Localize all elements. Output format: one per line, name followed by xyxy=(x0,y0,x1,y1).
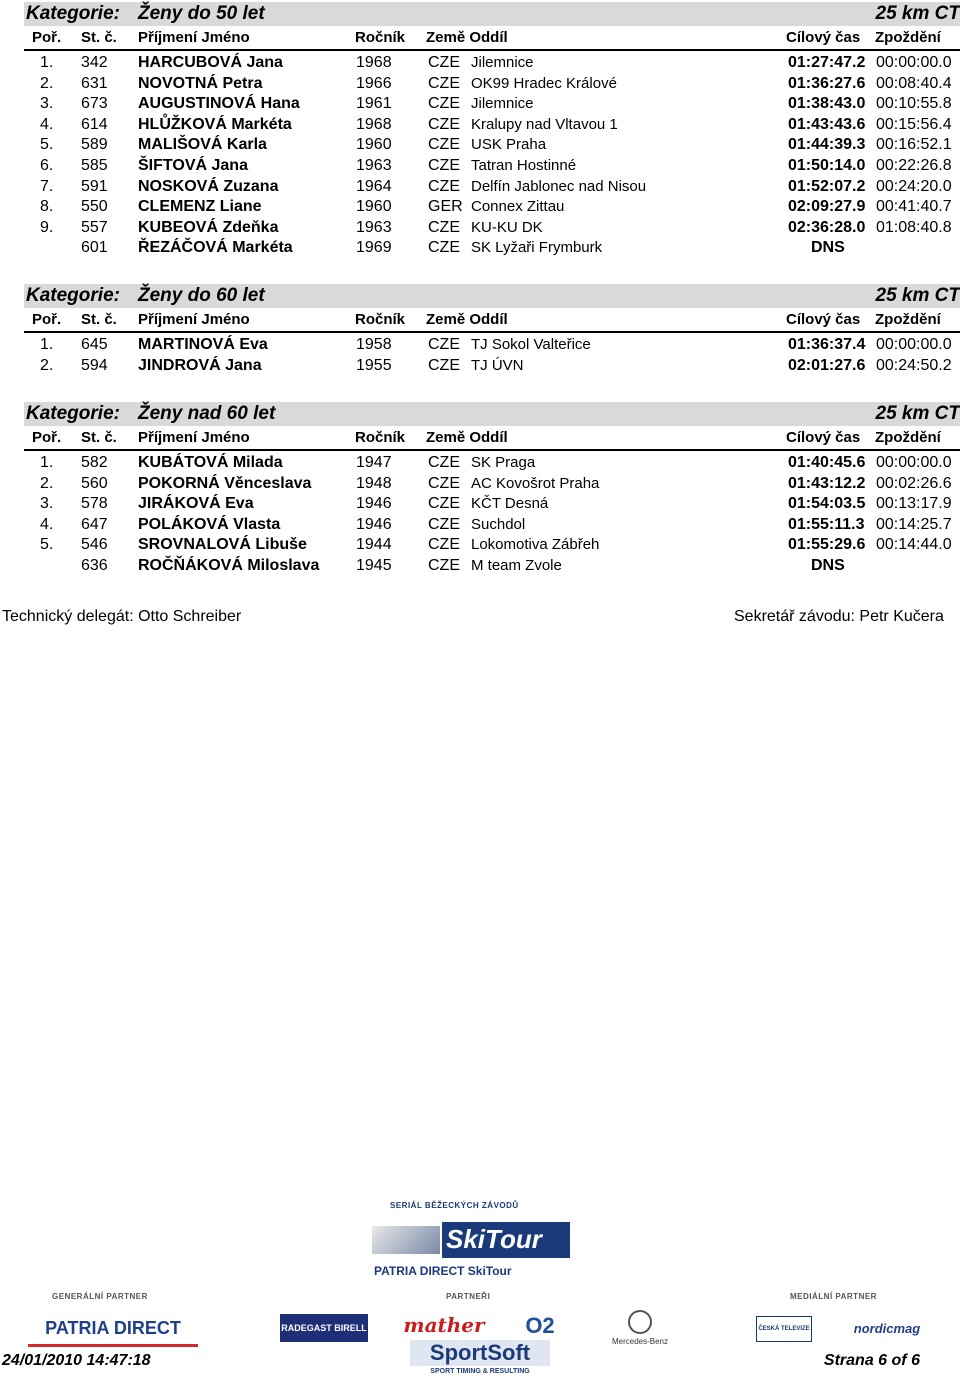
club-name: TJ Sokol Valteřice xyxy=(471,336,591,353)
birth-year: 1948 xyxy=(356,474,392,492)
country-code: CZE xyxy=(428,54,460,71)
table-row xyxy=(0,178,960,198)
skitour-sub-text: PATRIA DIRECT SkiTour xyxy=(374,1264,512,1278)
table-row xyxy=(0,75,960,95)
category-label: Kategorie: xyxy=(26,3,120,24)
country-code: CZE xyxy=(428,157,460,174)
table-row xyxy=(0,557,960,577)
athlete-name: ROČŇÁKOVÁ Miloslava xyxy=(138,557,320,574)
country-code: CZE xyxy=(428,495,460,513)
country-code: CZE xyxy=(428,74,460,92)
table-row xyxy=(0,116,960,136)
athlete-name: MALIŠOVÁ Karla xyxy=(138,136,267,154)
time-delay: 00:14:25.7 xyxy=(876,515,952,533)
start-number: 614 xyxy=(81,115,108,133)
athlete-name: JIRÁKOVÁ Eva xyxy=(138,495,254,513)
time-delay: 01:08:40.8 xyxy=(876,218,952,236)
patria-direct-logo: PATRIA DIRECT xyxy=(28,1312,198,1347)
start-number: 589 xyxy=(81,136,108,154)
club-name: Suchdol xyxy=(471,515,526,533)
rank: 1. xyxy=(40,454,54,471)
start-number: 673 xyxy=(81,95,108,113)
table-row xyxy=(0,475,960,495)
club-name: Tatran Hostinné xyxy=(471,157,577,174)
category-distance: 25 km CT xyxy=(875,403,960,424)
club-name: Delfín Jablonec nad Nisou xyxy=(471,177,647,195)
sportsoft-logo: SportSoft xyxy=(410,1340,550,1366)
start-number: 560 xyxy=(81,474,108,492)
birth-year: 1945 xyxy=(356,557,392,574)
column-header-country-club: Země Oddíl xyxy=(426,311,508,328)
time-delay: 00:22:26.8 xyxy=(876,157,952,174)
country-code: CZE xyxy=(428,177,460,195)
skitour-main-text: SkiTour xyxy=(446,1224,542,1254)
column-header-row xyxy=(0,427,960,449)
nordicmag-logo: nordicmag xyxy=(853,1320,921,1336)
start-number: 591 xyxy=(81,177,108,195)
column-header-time: Cílový čas xyxy=(786,311,861,328)
time-delay: 00:13:17.9 xyxy=(876,495,952,513)
finish-time: 01:43:43.6 xyxy=(788,115,866,133)
club-name: SK Lyžaři Frymburk xyxy=(471,239,603,257)
finish-time: 01:44:39.3 xyxy=(788,136,866,154)
start-number: 647 xyxy=(81,515,108,533)
country-code: CZE xyxy=(428,136,460,154)
column-header-name: Příjmení Jméno xyxy=(138,29,250,46)
club-name: M team Zvole xyxy=(471,557,562,574)
country-code: CZE xyxy=(428,474,460,492)
club-name: KU-KU DK xyxy=(471,218,543,236)
table-row xyxy=(0,336,960,356)
rank: 1. xyxy=(40,54,54,71)
country-code: CZE xyxy=(428,239,460,257)
start-number: 578 xyxy=(81,495,108,513)
column-header-name: Příjmení Jméno xyxy=(138,311,250,328)
page-current: 6 xyxy=(878,1352,888,1369)
column-header-name: Příjmení Jméno xyxy=(138,429,250,446)
rank: 3. xyxy=(40,495,54,513)
media-partner-label: MEDIÁLNÍ PARTNER xyxy=(790,1292,877,1301)
column-header-st: St. č. xyxy=(81,429,117,446)
category-name: Ženy do 50 let xyxy=(138,3,265,24)
column-header-country-club: Země Oddíl xyxy=(426,29,508,46)
birth-year: 1944 xyxy=(356,536,392,554)
rank: 3. xyxy=(40,95,54,113)
column-header-st: St. č. xyxy=(81,29,117,46)
finish-time: 01:55:11.3 xyxy=(788,515,865,533)
athlete-name: NOSKOVÁ Zuzana xyxy=(138,177,279,195)
time-delay: 00:00:00.0 xyxy=(876,336,952,353)
column-header-country-club: Země Oddíl xyxy=(426,429,508,446)
athlete-name: ŘEZÁČOVÁ Markéta xyxy=(138,239,293,257)
rank: 6. xyxy=(40,157,54,174)
birth-year: 1946 xyxy=(356,515,392,533)
birth-year: 1958 xyxy=(356,336,392,353)
dns-status: DNS xyxy=(811,557,845,574)
birth-year: 1960 xyxy=(356,198,392,216)
rank: 4. xyxy=(40,515,54,533)
club-name: Jilemnice xyxy=(471,95,534,113)
page-prefix: Strana xyxy=(823,1352,874,1369)
mather-logo: mather xyxy=(403,1313,485,1337)
club-name: SK Praga xyxy=(471,454,536,471)
time-delay: 00:41:40.7 xyxy=(876,198,952,216)
finish-time: 01:36:27.6 xyxy=(788,74,866,92)
athlete-name: KUBÁTOVÁ Milada xyxy=(138,454,283,471)
club-name: AC Kovošrot Praha xyxy=(471,474,600,492)
finish-time: 01:40:45.6 xyxy=(788,454,866,471)
start-number: 645 xyxy=(81,336,108,353)
athlete-name: POKORNÁ Věnceslava xyxy=(138,474,312,492)
time-delay: 00:16:52.1 xyxy=(876,136,952,154)
table-row xyxy=(0,357,960,377)
birth-year: 1961 xyxy=(356,95,392,113)
table-row xyxy=(0,516,960,536)
category-bar xyxy=(24,284,960,308)
time-delay: 00:00:00.0 xyxy=(876,454,952,471)
birth-year: 1969 xyxy=(356,239,392,257)
start-number: 546 xyxy=(81,536,108,554)
birth-year: 1960 xyxy=(356,136,392,154)
athlete-name: MARTINOVÁ Eva xyxy=(138,336,268,353)
o2-logo: O2 xyxy=(525,1313,555,1338)
print-datetime: 24/01/2010 14:47:18 xyxy=(2,1352,151,1369)
birth-year: 1968 xyxy=(356,54,392,71)
column-header-st: St. č. xyxy=(81,311,117,328)
start-number: 585 xyxy=(81,157,108,174)
technical-delegate: Technický delegát: Otto Schreiber xyxy=(2,608,242,625)
category-bar xyxy=(24,402,960,426)
birth-year: 1963 xyxy=(356,218,392,236)
club-name: Kralupy nad Vltavou 1 xyxy=(471,115,618,133)
finish-time: 01:52:07.2 xyxy=(788,177,866,195)
category-label: Kategorie: xyxy=(26,403,120,424)
header-divider xyxy=(24,49,960,51)
time-delay: 00:00:00.0 xyxy=(876,54,952,71)
finish-time: 01:55:29.6 xyxy=(788,536,866,554)
time-delay: 00:10:55.8 xyxy=(876,95,952,113)
table-row xyxy=(0,136,960,156)
category-name: Ženy nad 60 let xyxy=(138,403,276,424)
table-row xyxy=(0,454,960,474)
club-name: Lokomotiva Zábřeh xyxy=(471,536,600,554)
ceska-televize-logo: ČESKÁ TELEVIZE xyxy=(756,1316,812,1342)
column-header-time: Cílový čas xyxy=(786,29,861,46)
series-label: SERIÁL BĚŽECKÝCH ZÁVODŮ xyxy=(390,1201,519,1210)
birth-year: 1963 xyxy=(356,157,392,174)
finish-time: 01:36:37.4 xyxy=(788,336,866,353)
column-header-por: Poř. xyxy=(32,311,62,328)
table-row xyxy=(0,239,960,259)
table-row xyxy=(0,95,960,115)
country-code: CZE xyxy=(428,336,460,353)
finish-time: 01:27:47.2 xyxy=(788,54,866,71)
column-header-delay: Zpoždění xyxy=(875,311,941,328)
column-header-year: Ročník xyxy=(355,429,406,446)
club-name: OK99 Hradec Králové xyxy=(471,74,617,92)
page-number xyxy=(824,1352,920,1370)
page-of: of xyxy=(891,1352,907,1369)
athlete-name: JINDROVÁ Jana xyxy=(138,356,262,374)
club-name: Jilemnice xyxy=(471,54,534,71)
category-label: Kategorie: xyxy=(26,285,120,306)
column-header-delay: Zpoždění xyxy=(875,429,941,446)
column-header-por: Poř. xyxy=(32,29,62,46)
start-number: 631 xyxy=(81,74,108,92)
skitour-logo xyxy=(372,1218,572,1280)
finish-time: 02:01:27.6 xyxy=(788,356,866,374)
rank: 2. xyxy=(40,74,54,92)
birth-year: 1964 xyxy=(356,177,392,195)
rank: 2. xyxy=(40,356,54,374)
race-secretary: Sekretář závodu: Petr Kučera xyxy=(734,608,944,625)
athlete-name: NOVOTNÁ Petra xyxy=(138,74,263,92)
general-partner-label: GENERÁLNÍ PARTNER xyxy=(52,1292,148,1301)
table-row xyxy=(0,157,960,177)
finish-time: 01:43:12.2 xyxy=(788,474,866,492)
birth-year: 1947 xyxy=(356,454,392,471)
birth-year: 1946 xyxy=(356,495,392,513)
sportsoft-sub: SPORT TIMING & RESULTING xyxy=(430,1367,530,1375)
start-number: 550 xyxy=(81,198,108,216)
start-number: 601 xyxy=(81,239,108,257)
column-header-por: Poř. xyxy=(32,429,62,446)
athlete-name: HARCUBOVÁ Jana xyxy=(138,54,283,71)
rank: 1. xyxy=(40,336,54,353)
time-delay: 00:24:50.2 xyxy=(876,356,952,374)
finish-time: 02:36:28.0 xyxy=(788,218,866,236)
athlete-name: HLŮŽKOVÁ Markéta xyxy=(138,115,292,133)
page-total: 6 xyxy=(911,1352,920,1369)
finish-time: 02:09:27.9 xyxy=(788,198,866,216)
category-bar xyxy=(24,2,960,26)
athlete-name: POLÁKOVÁ Vlasta xyxy=(138,515,281,533)
country-code: CZE xyxy=(428,557,460,574)
category-distance: 25 km CT xyxy=(875,3,960,24)
column-header-time: Cílový čas xyxy=(786,429,861,446)
time-delay: 00:08:40.4 xyxy=(876,74,952,92)
finish-time: 01:38:43.0 xyxy=(788,95,866,113)
time-delay: 00:24:20.0 xyxy=(876,177,952,195)
column-header-row xyxy=(0,27,960,49)
country-code: CZE xyxy=(428,115,460,133)
dns-status: DNS xyxy=(811,239,845,257)
category-distance: 25 km CT xyxy=(875,285,960,306)
country-code: CZE xyxy=(428,515,460,533)
radegast-logo: RADEGAST BIRELL xyxy=(280,1314,368,1342)
table-row xyxy=(0,219,960,239)
table-row xyxy=(0,495,960,515)
header-divider xyxy=(24,331,960,333)
rank: 4. xyxy=(40,115,54,133)
athlete-name: ŠIFTOVÁ Jana xyxy=(138,157,248,174)
time-delay: 00:15:56.4 xyxy=(876,115,952,133)
finish-time: 01:54:03.5 xyxy=(788,495,866,513)
rank: 7. xyxy=(40,177,54,195)
country-code: GER xyxy=(428,198,463,216)
start-number: 594 xyxy=(81,356,108,374)
rank: 5. xyxy=(40,136,54,154)
start-number: 636 xyxy=(81,557,108,574)
birth-year: 1955 xyxy=(356,356,392,374)
rank: 9. xyxy=(40,218,54,236)
athlete-name: CLEMENZ Liane xyxy=(138,198,262,216)
mercedes-logo: Mercedes-Benz xyxy=(611,1336,669,1346)
mercedes-star-icon xyxy=(628,1310,652,1334)
start-number: 557 xyxy=(81,218,108,236)
country-code: CZE xyxy=(428,218,460,236)
table-row xyxy=(0,198,960,218)
start-number: 582 xyxy=(81,454,108,471)
athlete-name: AUGUSTINOVÁ Hana xyxy=(138,95,300,113)
club-name: Connex Zittau xyxy=(471,198,565,216)
finish-time: 01:50:14.0 xyxy=(788,157,866,174)
club-name: KČT Desná xyxy=(471,495,549,513)
column-header-year: Ročník xyxy=(355,311,406,328)
partners-label: PARTNEŘI xyxy=(446,1292,491,1301)
column-header-row xyxy=(0,309,960,331)
birth-year: 1966 xyxy=(356,74,392,92)
country-code: CZE xyxy=(428,95,460,113)
country-code: CZE xyxy=(428,454,460,471)
club-name: TJ ÚVN xyxy=(471,356,524,374)
header-divider xyxy=(24,449,960,451)
athlete-name: SROVNALOVÁ Libuše xyxy=(138,536,307,554)
start-number: 342 xyxy=(81,54,108,71)
time-delay: 00:02:26.6 xyxy=(876,474,952,492)
birth-year: 1968 xyxy=(356,115,392,133)
athlete-name: KUBEOVÁ Zdeňka xyxy=(138,218,279,236)
club-name: USK Praha xyxy=(471,136,547,154)
table-row xyxy=(0,54,960,74)
table-row xyxy=(0,536,960,556)
country-code: CZE xyxy=(428,536,460,554)
rank: 5. xyxy=(40,536,54,554)
country-code: CZE xyxy=(428,356,460,374)
column-header-year: Ročník xyxy=(355,29,406,46)
rank: 8. xyxy=(40,198,54,216)
category-name: Ženy do 60 let xyxy=(138,285,265,306)
rank: 2. xyxy=(40,474,54,492)
time-delay: 00:14:44.0 xyxy=(876,536,952,554)
column-header-delay: Zpoždění xyxy=(875,29,941,46)
